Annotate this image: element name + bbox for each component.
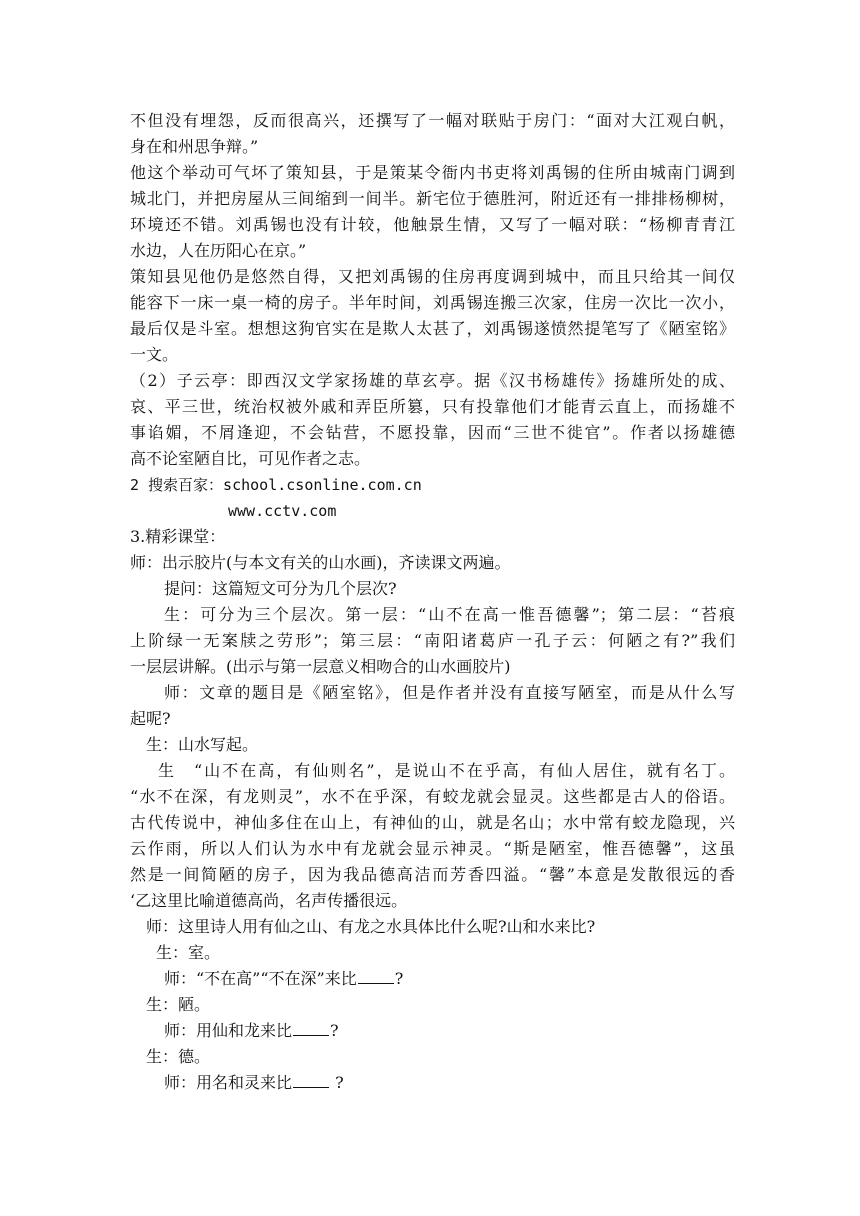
line-text: ? — [394, 969, 404, 988]
line-text: 师：用名和灵来比 — [164, 1073, 293, 1092]
text-line: 2 搜索百家：school.csonline.com.cn — [130, 476, 422, 494]
text-line: 提问：这篇短文可分为几个层次? — [164, 579, 397, 598]
text-line: 生：可分为三个层次。第一层：“山不在高一惟吾德馨”；第二层：“苔痕 — [164, 605, 735, 624]
text-line: 古代传说中，神仙多住在山上，有神仙的山，就是名山；水中常有蛟龙隐现，兴 — [130, 813, 735, 832]
text-line: 然是一间简陋的房子，因为我品德高洁而芳香四溢。“馨”本意是发散很远的香 — [130, 865, 735, 884]
text-line: 师：这里诗人用有仙之山、有龙之水具体比什么呢?山和水来比? — [146, 917, 596, 936]
text-line: 一层层讲解。(出示与第一层意义相吻合的山水画胶片) — [130, 657, 511, 676]
text-line: 一文。 — [130, 345, 179, 364]
text-line: 3.精彩课堂： — [130, 527, 226, 546]
text-line: 最后仅是斗室。想想这狗官实在是欺人太甚了，刘禹锡遂愤然提笔写了《陋室铭》 — [130, 319, 735, 338]
fill-blank — [293, 1073, 329, 1088]
text-line — [164, 1070, 564, 1096]
text-line: 师：文章的题目是《陋室铭》，但是作者并没有直接写陋室，而是从什么写 — [164, 683, 735, 702]
text-line: 上阶绿一无案牍之劳形”；第三层：“南阳诸葛庐一孔子云：何陋之有?”我们 — [130, 631, 735, 650]
text-line: 城北门，并把房屋从三间缩到一间半。新宅位于德胜河，附近还有一排排杨柳树， — [130, 189, 735, 208]
text-line: www.cctv.com — [228, 502, 337, 520]
text-line: 生 “山不在高，有仙则名”，是说山不在乎高，有仙人居住，就有名丁。 — [158, 761, 735, 780]
text-line: 云作雨，所以人们认为水中有龙就会显示神灵。“斯是陋室，惟吾德馨”，这虽 — [130, 839, 735, 858]
text-line: 身在和州思争辩。” — [130, 137, 259, 156]
text-line: 高不论室陋自比，可见作者之志。 — [130, 449, 371, 468]
text-line: 生：山水写起。 — [146, 735, 259, 754]
text-line: 事谄媚，不屑逢迎，不会钻营，不愿投靠，因而“三世不徙官”。作者以扬雄德 — [130, 423, 735, 442]
text-line — [164, 966, 564, 992]
text-line: 能容下一床一桌一椅的房子。半年时间，刘禹锡连搬三次家，住房一次比一次小， — [130, 293, 735, 312]
text-line: 生：室。 — [156, 943, 221, 962]
line-text: ? — [330, 1021, 339, 1040]
text-line: 起呢? — [130, 709, 171, 728]
text-line: 师：出示胶片(与本文有关的山水画)，齐读课文两遍。 — [130, 553, 511, 572]
text-line — [164, 1018, 564, 1044]
text-line: 水边，人在历阳心在京。” — [130, 241, 307, 260]
text-line: 他这个举动可气坏了策知县，于是策某令衙内书吏将刘禹锡的住所由城南门调到 — [130, 163, 735, 182]
line-text: 师：“不在高”“不在深”来比 — [164, 969, 357, 988]
text-line: 环境还不错。刘禹锡也没有计较，他触景生情，又写了一幅对联：“杨柳青青江 — [130, 215, 735, 234]
line-text: ? — [330, 1073, 344, 1092]
fill-blank — [293, 1021, 329, 1036]
text-line: 策知县见他仍是悠然自得，又把刘禹锡的住房再度调到城中，而且只给其一间仅 — [130, 267, 735, 286]
text-line: ‘乙这里比喻道德高尚，名声传播很远。 — [130, 891, 408, 910]
fill-blank — [358, 969, 394, 984]
text-line: “水不在深，有龙则灵”，水不在乎深，有蛟龙就会显灵。这些都是古人的俗语。 — [130, 787, 735, 806]
text-line: （2）子云亭：即西汉文学家扬雄的草玄亭。据《汉书杨雄传》扬雄所处的成、 — [130, 371, 735, 390]
line-text: 师：用仙和龙来比 — [164, 1021, 293, 1040]
text-line: 哀、平三世，统治权被外戚和弄臣所篡，只有投靠他们才能青云直上，而扬雄不 — [130, 397, 735, 416]
text-line: 生：德。 — [146, 1047, 211, 1066]
text-line: 生：陋。 — [146, 995, 211, 1014]
text-line: 不但没有埋怨，反而很高兴，还撰写了一幅对联贴于房门：“面对大江观白帆， — [130, 111, 735, 130]
